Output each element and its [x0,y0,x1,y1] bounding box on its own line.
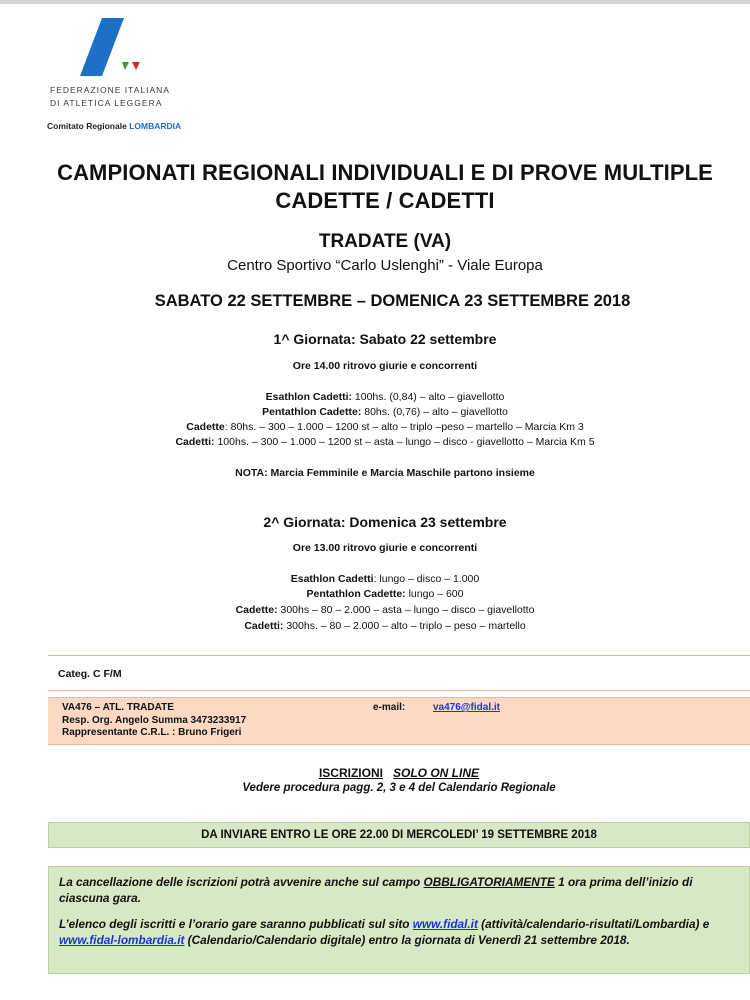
registration-procedure: Vedere procedura pagg. 2, 3 e 4 del Calendario Regionale [242,782,556,794]
registration-info [48,766,750,794]
event-dates: SABATO 22 SETTEMBRE – DOMENICA 23 SETTEMBRE 2018 [154,292,631,310]
deadline-text: DA INVIARE ENTRO LE ORE 22.00 DI MERCOLEDI’ 19 SETTEMBRE 2018 [201,829,597,841]
day2-title: 2^ Giornata: Domenica 23 settembre [263,514,507,530]
fidal-link[interactable]: www.fidal.it [412,917,478,931]
event-city: TRADATE (VA) [318,231,452,252]
day1-line: Cadetti: 100hs. – 300 – 1.000 – 1200 st – asta – lungo – disco - giavellotto – Marcia Km 5 [175,436,595,448]
publication-note: L’elenco degli iscritti e l’orario gare saranno pubblicati sul sito www.fidal.it (attività/calendario-risultati/Lombardia) e www.fidal-lombardia.it (Calendario/Calendario digitale) entro la giornata di Venerdì 21 settembre 2018. [59,917,710,947]
notes-box [48,866,750,974]
category-label: Categ. C F/M [58,668,122,680]
committee-name [47,121,181,131]
category-box [48,655,750,691]
email-label: e-mail: [373,702,406,713]
regional-representative: Rappresentante C.R.L. : Bruno Frigeri [62,727,242,738]
cancellation-note: La cancellazione delle iscrizioni potrà avvenire anche sul campo OBBLIGATORIAMENTE 1 ora prima dell’inizio di ciascuna gara. [59,875,693,905]
org-name-line2: DI ATLETICA LEGGERA [50,98,163,108]
event-venue: Centro Sportivo “Carlo Uslenghi” - Viale Europa [227,257,543,274]
page-title-line2: CADETTE / CADETTI [275,188,495,213]
organizer-box [48,697,750,745]
registration-mode: SOLO ON LINE [393,766,480,780]
day1-meeting: Ore 14.00 ritrovo giurie e concorrenti [292,360,478,372]
page-title-line1: CAMPIONATI REGIONALI INDIVIDUALI E DI PROVE MULTIPLE [57,160,713,185]
club-name: VA476 – ATL. TRADATE [62,702,174,713]
fidal-lombardia-link[interactable]: www.fidal-lombardia.it [59,933,185,947]
committee-prefix: Comitato Regionale [47,121,127,131]
registration-label: ISCRIZIONI [318,766,383,780]
day2-line: Cadetti: 300hs. – 80 – 2.000 – alto – triplo – peso – martello [244,620,526,632]
email-link[interactable]: va476@fidal.it [433,702,501,713]
day1-note: NOTA: Marcia Femminile e Marcia Maschile partono insieme [235,467,535,479]
day1-line: Cadette: 80hs. – 300 – 1.000 – 1200 st – alto – triplo –peso – martello – Marcia Km 3 [186,421,584,433]
deadline-banner [48,822,750,848]
fidal-logo [44,18,214,138]
day2-line: Esathlon Cadetti: lungo – disco – 1.000 [290,573,480,585]
org-name-line1: FEDERAZIONE ITALIANA [50,85,170,95]
day2-line: Pentathlon Cadette: lungo – 600 [306,588,464,600]
fidal-emblem-icon [80,18,150,78]
day1-line: Pentathlon Cadette: 80hs. (0,76) – alto – giavellotto [262,406,508,418]
day2-line: Cadette: 300hs – 80 – 2.000 – asta – lungo – disco – giavellotto [235,604,535,616]
committee-region: LOMBARDIA [129,121,182,131]
day1-title: 1^ Giornata: Sabato 22 settembre [273,331,497,347]
day2-meeting: Ore 13.00 ritrovo giurie e concorrenti [292,542,478,554]
organizer-responsible: Resp. Org. Angelo Summa 3473233917 [62,714,247,726]
top-border [0,0,750,4]
day1-line: Esathlon Cadetti: 100hs. (0,84) – alto – giavellotto [265,391,505,403]
